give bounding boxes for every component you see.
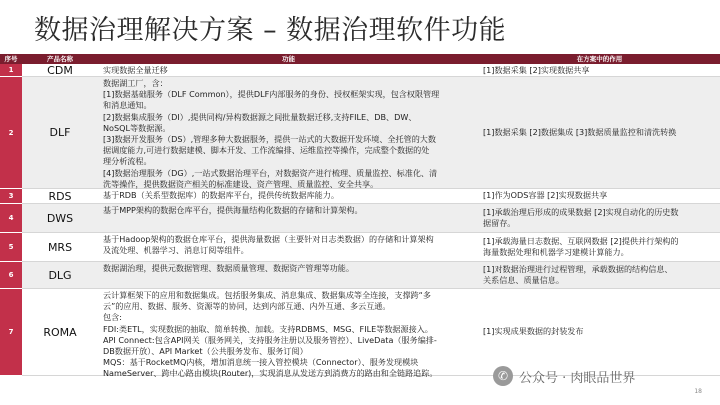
product-role (479, 233, 720, 261)
function-line: [2]数据集成服务（DI）,提供同构/异构数据源之间批量数据迁移,支持FILE、DB、DW、 (103, 111, 417, 122)
table-row (0, 64, 720, 77)
function-line: 数据湖工厂，含： (103, 78, 168, 88)
table-row (0, 77, 720, 189)
product-function (98, 262, 479, 288)
row-number: 6 (0, 262, 22, 289)
function-line: DB数据开放）、API Market（公共服务发布、服务订阅） (103, 346, 308, 357)
row-number: 1 (0, 64, 22, 77)
function-line: 包含: (103, 312, 122, 323)
product-function (98, 64, 479, 76)
function-line: [4]数据治理服务（DG）,一站式数据治理平台，对数据资产进行梳理、质量监控、标准化、清 (103, 167, 438, 178)
product-role (479, 204, 720, 232)
function-line: 数据湖治理，提供元数据管理、数据质量管理、数据资产管理等功能。 (103, 263, 354, 273)
product-function (98, 77, 479, 188)
watermark (493, 366, 635, 386)
row-number: 7 (0, 289, 22, 376)
product-name: DLF (49, 126, 71, 139)
function-line: NoSQL等数据源。 (103, 122, 171, 133)
header-no: 序号 (4, 55, 18, 63)
function-line: 洗等操作，提供数据资产相关的标准建设、资产管理、质量监控、安全共享。 (103, 178, 379, 189)
row-number: 3 (0, 189, 22, 204)
function-line: 实现数据全量迁移 (103, 65, 168, 75)
table-row (0, 204, 720, 233)
function-line: 基于RDB（关系型数据库）的数据库平台，提供传统数据库能力。 (103, 190, 339, 200)
function-line: API Connect:包含API网关（服务网关，支持服务注册以及服务管控）、LiveData（服务编排- (103, 334, 437, 345)
product-function (98, 233, 479, 261)
product-role (479, 289, 720, 375)
product-name: ROMA (43, 325, 77, 339)
function-line: NameServer、跨中心路由模块(Router)，实现消息从发送方到消费方的路由和全链路追踪。 (103, 368, 438, 379)
page-number: 18 (694, 388, 702, 395)
function-line: 据调度能力,可进行数据建模、脚本开发、工作流编排、运维监控等操作，完成整个数据的处 (103, 145, 430, 156)
role-line: [1]数据采集 [2]实现数据共享 (483, 65, 590, 75)
watermark-text: 公众号 · 肉眼品世界 (519, 370, 636, 386)
function-line: MQS：基于RocketMQ内核，增加消息统一接入管控模块（Connector）、服务发现模块 (103, 357, 419, 368)
role-line: [1]数据采集 [2]数据集成 [3]数据质量监控和清洗转换 (483, 126, 677, 137)
product-function (98, 289, 479, 379)
header-role: 在方案中的作用 (576, 55, 623, 63)
role-line: [1]实现成果数据的封装发布 (483, 326, 584, 337)
function-line: 云计算框架下的应用和数据集成。包括服务集成、消息集成、数据集成等全连接，支撑跨“多 (103, 290, 431, 300)
function-line: [3]数据开发服务（DS）,管理多种大数据服务，提供一站式的大数据开发环境、全托管的大数 (103, 134, 436, 145)
role-line: [1]承载治理后形成的成果数据 [2]实现自动化的历史数 (483, 206, 679, 217)
function-line: 和消息通知。 (103, 100, 152, 111)
role-line: [1]作为ODS容器 [2]实现数据共享 (483, 190, 608, 201)
header-func: 功能 (282, 55, 295, 63)
product-name: RDS (48, 189, 72, 203)
product-name: DWS (46, 211, 74, 225)
page-title: 数据治理解决方案 – 数据治理软件功能 (34, 15, 507, 46)
product-name: MRS (47, 240, 73, 254)
role-line: 据留存。 (483, 218, 516, 228)
wechat-icon: ✆ (493, 366, 513, 386)
product-function (98, 204, 479, 232)
role-line: 海量数据处理和机器学习建模计算能力。 (483, 247, 629, 257)
product-name: CDM (47, 63, 73, 77)
role-line: [1]承载海量日志数据、互联网数据 [2]提供并行架构的 (483, 235, 679, 246)
product-role (479, 189, 720, 203)
function-line: 及流处理、机器学习、消息订阅等组件。 (103, 245, 249, 256)
function-line: FDI:类ETL，实现数据的抽取、简单转换、加载。支持RDBMS、MSG、FILE等数据源接入。 (103, 323, 433, 334)
product-role (479, 262, 720, 288)
product-role (479, 77, 720, 188)
function-line: 云”的应用、数据、服务、资源等的协同，达到内部互通、内外互通、多云互通。 (103, 301, 391, 312)
role-line: 关系信息、质量信息。 (483, 275, 564, 285)
table-header (0, 54, 720, 64)
function-line: [1]数据基础服务（DLF Common），提供DLF内部服务的身份、授权框架实现，包含权限管理 (103, 89, 440, 100)
table-row (0, 189, 720, 204)
function-line: 理分析流程。 (103, 156, 152, 167)
function-line: 基于Hadoop架构的数据仓库平台，提供海量数据（主要针对日志类数据）的存储和计算架构 (103, 234, 434, 244)
row-number: 5 (0, 233, 22, 262)
row-number: 2 (0, 77, 22, 189)
table-row (0, 262, 720, 289)
function-line: 基于MPP架构的数据仓库平台，提供海量结构化数据的存储和计算架构。 (103, 205, 363, 215)
table-row (0, 233, 720, 262)
product-role (479, 64, 720, 76)
row-number: 4 (0, 204, 22, 233)
role-line: [1]对数据治理进行过程管理，承载数据的结构信息、 (483, 263, 673, 274)
header-name: 产品名称 (47, 55, 73, 63)
product-name: DLG (48, 268, 72, 282)
product-function (98, 189, 479, 203)
